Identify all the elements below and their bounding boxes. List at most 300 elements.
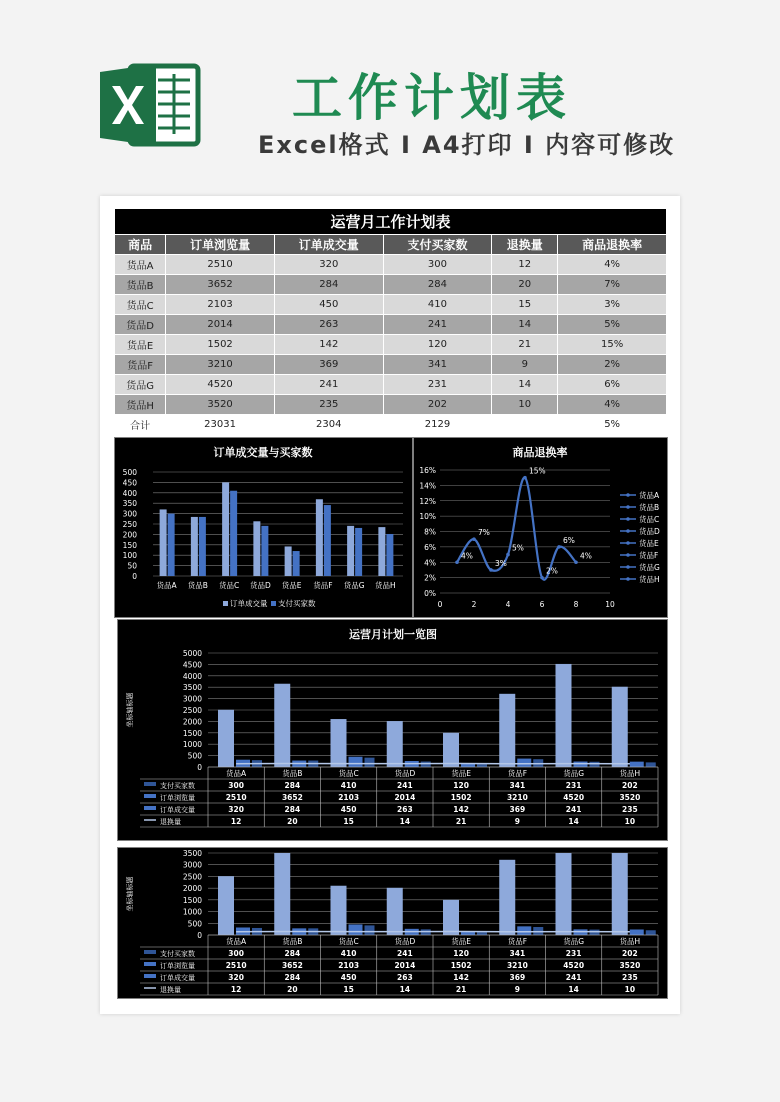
legend-swatch (144, 974, 156, 978)
data-table-category: 货品E (451, 769, 471, 778)
data-point (489, 568, 493, 572)
data-table-value: 231 (565, 949, 582, 958)
table-cell: 货品A (115, 255, 166, 275)
column-header: 退换量 (492, 235, 558, 255)
table-header-row (115, 235, 667, 255)
y-tick-label: 2000 (182, 884, 202, 894)
y-tick-label: 8% (424, 527, 436, 537)
bar-views (556, 853, 572, 935)
y-tick-label: 450 (122, 478, 137, 488)
table-cell: 142 (274, 335, 383, 355)
data-table-value: 12 (230, 817, 242, 826)
data-table-value: 15 (343, 985, 354, 994)
y-tick-label: 3000 (182, 694, 202, 704)
data-point (472, 537, 476, 541)
data-table-value: 20 (287, 817, 298, 826)
table-cell: 2% (558, 355, 667, 375)
legend-swatch (144, 782, 156, 786)
data-table-value: 2510 (225, 961, 247, 970)
table-cell: 410 (383, 295, 492, 315)
y-tick-label: 500 (187, 751, 202, 761)
table-cell: 202 (383, 395, 492, 415)
table-cell: 14 (492, 375, 558, 395)
table-cell: 12 (492, 255, 558, 275)
data-table-value: 341 (509, 781, 526, 790)
data-table-value: 235 (622, 805, 638, 814)
bar (355, 528, 362, 576)
y-tick-label: 300 (122, 509, 137, 519)
data-table-value: 3210 (506, 793, 528, 802)
data-table-value: 4520 (563, 961, 585, 970)
data-table-value: 410 (340, 781, 357, 790)
data-table-value: 284 (284, 805, 301, 814)
data-point (455, 560, 459, 564)
bar-views (218, 876, 234, 935)
data-table-value: 2103 (338, 793, 360, 802)
legend-marker (626, 505, 630, 509)
monthly-overview-chart-2 (118, 848, 667, 998)
data-table-series-name: 退换量 (160, 986, 181, 994)
data-label: 15% (529, 466, 546, 476)
x-tick-label: 货品A (156, 581, 177, 590)
table-cell: 货品D (115, 315, 166, 335)
table-cell: 231 (383, 375, 492, 395)
y-tick-label: 4000 (182, 671, 202, 681)
legend-marker (626, 529, 630, 533)
legend-marker (626, 541, 630, 545)
table-row (115, 295, 667, 315)
column-header: 订单成交量 (274, 235, 383, 255)
data-table-value: 320 (228, 805, 244, 814)
data-table-value: 14 (568, 985, 579, 994)
bar (347, 526, 354, 576)
table-row (115, 355, 667, 375)
legend-marker (626, 517, 630, 521)
data-table-category: 货品F (507, 937, 528, 946)
table-cell: 2103 (166, 295, 275, 315)
bar-orders (630, 762, 644, 767)
data-table-value: 10 (624, 817, 636, 826)
data-table-value: 142 (453, 973, 469, 982)
table-cell: 合计 (115, 415, 166, 435)
table-cell: 2304 (274, 415, 383, 435)
bar (293, 551, 300, 576)
table-cell: 241 (383, 315, 492, 335)
table-cell: 4520 (166, 375, 275, 395)
x-tick-label: 4 (505, 600, 511, 609)
table-cell: 241 (274, 375, 383, 395)
data-table-category: 货品D (394, 769, 416, 778)
table-cell: 货品C (115, 295, 166, 315)
data-table-value: 235 (622, 973, 638, 982)
bar-views (556, 664, 572, 767)
legend-swatch (144, 950, 156, 954)
bar-views (387, 888, 403, 935)
x-tick-label: 货品D (249, 581, 271, 590)
bar-views (274, 853, 290, 935)
y-tick-label: 4500 (182, 660, 202, 670)
data-table-category: 货品H (619, 937, 641, 946)
data-table-value: 120 (453, 949, 469, 958)
x-tick-label: 0 (437, 600, 443, 609)
data-table-value: 12 (230, 985, 242, 994)
table-cell: 3210 (166, 355, 275, 375)
table-cell: 2014 (166, 315, 275, 335)
table-cell: 284 (383, 275, 492, 295)
legend-label: 货品A (639, 491, 660, 500)
table-cell: 货品G (115, 375, 166, 395)
bar (386, 534, 393, 576)
data-label: 5% (512, 543, 524, 553)
table-cell: 320 (274, 255, 383, 275)
data-table-series-name: 支付买家数 (160, 782, 195, 790)
legend-marker (626, 493, 630, 497)
bar (191, 517, 198, 576)
data-table-category: 货品D (394, 937, 416, 946)
data-table-value: 369 (509, 805, 526, 814)
y-tick-label: 200 (122, 530, 137, 540)
monthly-overview-chart (118, 620, 667, 840)
table-cell: 341 (383, 355, 492, 375)
data-label: 7% (478, 528, 490, 538)
table-row (115, 395, 667, 415)
data-table-value: 341 (509, 949, 526, 958)
table-row (115, 335, 667, 355)
table-cell: 2129 (383, 415, 492, 435)
table-cell: 235 (274, 395, 383, 415)
table-cell: 1502 (166, 335, 275, 355)
table-title: 运营月工作计划表 (115, 209, 667, 235)
data-table-value: 369 (509, 973, 526, 982)
legend-label: 货品H (639, 575, 660, 584)
data-table-value: 263 (397, 805, 413, 814)
table-cell: 2510 (166, 255, 275, 275)
data-table-category: 货品B (282, 937, 303, 946)
bar-views (274, 684, 290, 767)
legend-marker (626, 577, 630, 581)
table-cell: 284 (274, 275, 383, 295)
y-tick-label: 500 (122, 468, 137, 477)
data-table-value: 450 (340, 973, 357, 982)
y-tick-label: 12% (419, 496, 436, 506)
data-table-category: 货品C (338, 937, 359, 946)
data-table-series-name: 订单成交量 (160, 974, 195, 982)
chart-panel-orders (114, 437, 413, 618)
y-tick-label: 50 (127, 561, 137, 571)
data-label: 2% (546, 566, 558, 576)
data-label: 4% (461, 551, 473, 561)
legend-marker (626, 553, 630, 557)
legend-swatch (223, 601, 228, 606)
table-cell: 3% (558, 295, 667, 315)
bar-views (387, 721, 403, 767)
legend-label: 货品B (639, 503, 660, 512)
x-tick-label: 10 (605, 600, 615, 609)
y-axis-title: 坐标轴标题 (126, 876, 134, 912)
x-tick-label: 货品H (375, 581, 396, 590)
table-cell: 7% (558, 275, 667, 295)
bar-views (443, 733, 459, 767)
bar-buyers (646, 930, 656, 935)
data-table-value: 1502 (450, 793, 472, 802)
data-table-value: 300 (228, 781, 244, 790)
x-tick-label: 货品F (313, 581, 333, 590)
y-tick-label: 2000 (182, 717, 202, 727)
bar-orders (517, 926, 531, 935)
y-tick-label: 0% (424, 589, 436, 598)
data-table-value: 3520 (619, 961, 641, 970)
bar-views (218, 710, 234, 767)
legend-swatch (144, 962, 156, 966)
bar (316, 499, 323, 576)
y-tick-label: 3500 (182, 849, 202, 858)
bar-buyers (365, 925, 375, 935)
data-table-value: 284 (284, 949, 301, 958)
table-cell: 3652 (166, 275, 275, 295)
data-table-value: 202 (622, 781, 638, 790)
data-table-value: 241 (565, 973, 582, 982)
bar-views (499, 694, 515, 767)
bar (230, 491, 237, 576)
bar (324, 505, 331, 576)
table-cell: 货品E (115, 335, 166, 355)
data-table-value: 20 (287, 985, 298, 994)
chart-panel-overview (117, 619, 668, 841)
x-tick-label: 6 (539, 600, 545, 609)
bar-views (443, 900, 459, 935)
chart-title: 订单成交量与买家数 (213, 446, 313, 459)
table-row (115, 315, 667, 335)
series-line (457, 478, 576, 580)
data-table-value: 1502 (450, 961, 472, 970)
table-cell: 5% (558, 315, 667, 335)
legend-label: 货品D (639, 527, 660, 536)
table-cell: 10 (492, 395, 558, 415)
bar (168, 514, 175, 576)
table-cell: 21 (492, 335, 558, 355)
bar (253, 521, 260, 576)
table-cell: 450 (274, 295, 383, 315)
y-tick-label: 1000 (182, 907, 202, 917)
table-row (115, 275, 667, 295)
chart-panel-overview-2 (117, 847, 668, 999)
y-tick-label: 2% (424, 573, 436, 583)
column-header: 订单浏览量 (166, 235, 275, 255)
legend-swatch (144, 806, 156, 810)
data-table-value: 3652 (281, 961, 303, 970)
legend-label: 订单成交量 (230, 599, 268, 608)
plan-table (114, 208, 667, 435)
y-tick-label: 400 (122, 488, 137, 498)
y-tick-label: 10% (419, 512, 436, 522)
data-table-category: 货品C (338, 769, 359, 778)
y-tick-label: 2500 (182, 706, 202, 715)
y-tick-label: 150 (122, 540, 137, 550)
y-tick-label: 500 (187, 919, 202, 929)
table-cell: 120 (383, 335, 492, 355)
x-tick-label: 货品B (187, 581, 208, 590)
y-tick-label: 350 (122, 499, 137, 509)
data-table-value: 450 (340, 805, 357, 814)
y-tick-label: 1500 (182, 728, 202, 738)
data-table-series-name: 订单成交量 (160, 806, 195, 814)
data-table-category: 货品G (563, 769, 585, 778)
data-table-value: 410 (340, 949, 357, 958)
table-cell: 9 (492, 355, 558, 375)
data-table-value: 241 (397, 949, 413, 958)
data-table-value: 120 (453, 781, 469, 790)
table-cell: 货品H (115, 395, 166, 415)
legend-label: 货品F (639, 551, 659, 560)
data-table-category: 货品A (226, 769, 247, 778)
data-table-category: 货品H (619, 769, 641, 778)
y-tick-label: 2500 (182, 872, 202, 882)
data-table-value: 4520 (563, 793, 585, 802)
data-table-value: 284 (284, 781, 301, 790)
bar (285, 546, 292, 576)
table-cell: 23031 (166, 415, 275, 435)
data-table-value: 241 (397, 781, 413, 790)
y-tick-label: 5000 (182, 649, 202, 658)
table-cell: 15% (558, 335, 667, 355)
legend-label: 货品G (639, 563, 660, 572)
x-tick-label: 货品C (219, 581, 240, 590)
data-table-value: 2103 (338, 961, 360, 970)
table-cell: 5% (558, 415, 667, 435)
table-cell (492, 415, 558, 435)
data-table-value: 15 (343, 817, 354, 826)
y-tick-label: 14% (419, 481, 436, 491)
data-table-series-name: 订单浏览量 (160, 794, 195, 802)
y-tick-label: 3000 (182, 860, 202, 870)
data-table-value: 2510 (225, 793, 247, 802)
bar-buyers (477, 932, 487, 935)
data-table-value: 21 (455, 985, 467, 994)
data-table-value: 3652 (281, 793, 303, 802)
table-cell: 3520 (166, 395, 275, 415)
legend-swatch (271, 601, 276, 606)
bar (160, 509, 167, 576)
table-cell: 货品B (115, 275, 166, 295)
data-table-value: 284 (284, 973, 301, 982)
data-table-value: 241 (565, 805, 582, 814)
bar (222, 482, 229, 576)
bar-buyers (646, 762, 656, 767)
data-point (523, 476, 527, 480)
orders-buyers-chart (115, 438, 412, 617)
y-tick-label: 16% (419, 466, 436, 475)
y-tick-label: 100 (122, 551, 137, 561)
data-table-value: 10 (624, 985, 636, 994)
excel-logo-icon (98, 62, 202, 148)
data-point (540, 576, 544, 580)
data-label: 6% (563, 535, 575, 545)
table-row (115, 375, 667, 395)
x-tick-label: 货品G (343, 581, 365, 590)
bar-orders (349, 757, 363, 767)
data-table-value: 263 (397, 973, 413, 982)
total-row (115, 415, 667, 435)
table-cell: 货品F (115, 355, 166, 375)
y-tick-label: 6% (424, 542, 436, 552)
legend-swatch (144, 794, 156, 798)
x-tick-label: 货品E (281, 581, 302, 590)
legend-label: 货品E (639, 539, 659, 548)
data-table-value: 2014 (394, 961, 416, 970)
data-point (506, 553, 510, 557)
y-axis-title: 坐标轴标题 (126, 692, 134, 728)
data-table-value: 320 (228, 973, 244, 982)
bar-buyers (365, 758, 375, 767)
legend-label: 货品C (639, 515, 660, 524)
table-cell: 263 (274, 315, 383, 335)
y-tick-label: 1500 (182, 895, 202, 905)
chart-title: 运营月计划一览图 (349, 628, 437, 641)
column-header: 商品退换率 (558, 235, 667, 255)
bar-views (331, 719, 347, 767)
table-cell: 300 (383, 255, 492, 275)
data-table-category: 货品F (507, 769, 528, 778)
data-table-value: 142 (453, 805, 469, 814)
data-table-value: 3520 (619, 793, 641, 802)
chart-panel-return-rate (413, 437, 668, 618)
y-tick-label: 0 (132, 572, 137, 581)
x-tick-label: 2 (471, 600, 477, 609)
y-tick-label: 250 (122, 520, 137, 529)
data-point (557, 545, 561, 549)
table-row (115, 255, 667, 275)
data-table-value: 14 (399, 817, 411, 826)
bar-views (331, 886, 347, 935)
column-header: 商品 (115, 235, 166, 255)
table-cell: 20 (492, 275, 558, 295)
data-table-value: 14 (399, 985, 411, 994)
bar-views (612, 853, 628, 935)
data-label: 4% (580, 551, 592, 561)
table-cell: 14 (492, 315, 558, 335)
data-table-series-name: 支付买家数 (160, 950, 195, 958)
chart-title: 商品退换率 (512, 446, 568, 459)
table-cell: 4% (558, 255, 667, 275)
legend-label: 支付买家数 (278, 599, 316, 608)
legend-marker (626, 565, 630, 569)
return-rate-chart (414, 438, 667, 617)
bar-orders (517, 759, 531, 767)
bar-buyers (477, 764, 487, 767)
bar (378, 527, 385, 576)
page-subtitle: Excel格式 I A4打印 I 内容可修改 (258, 131, 676, 159)
table-cell: 4% (558, 395, 667, 415)
page-title: 工作计划表 (292, 69, 572, 127)
x-tick-label: 8 (573, 600, 579, 609)
data-table-value: 231 (565, 781, 582, 790)
table-cell: 15 (492, 295, 558, 315)
y-tick-label: 4% (424, 558, 436, 568)
y-tick-label: 1000 (182, 740, 202, 750)
data-table-value: 9 (514, 985, 520, 994)
y-tick-label: 0 (197, 763, 202, 772)
data-point (574, 560, 578, 564)
bar-orders (630, 929, 644, 935)
data-table-value: 9 (514, 817, 520, 826)
data-table-value: 202 (622, 949, 638, 958)
data-table-category: 货品A (226, 937, 247, 946)
data-table-series-name: 订单浏览量 (160, 962, 195, 970)
data-table-value: 14 (568, 817, 579, 826)
data-table-category: 货品E (451, 937, 471, 946)
y-tick-label: 0 (197, 931, 202, 940)
table-cell: 369 (274, 355, 383, 375)
